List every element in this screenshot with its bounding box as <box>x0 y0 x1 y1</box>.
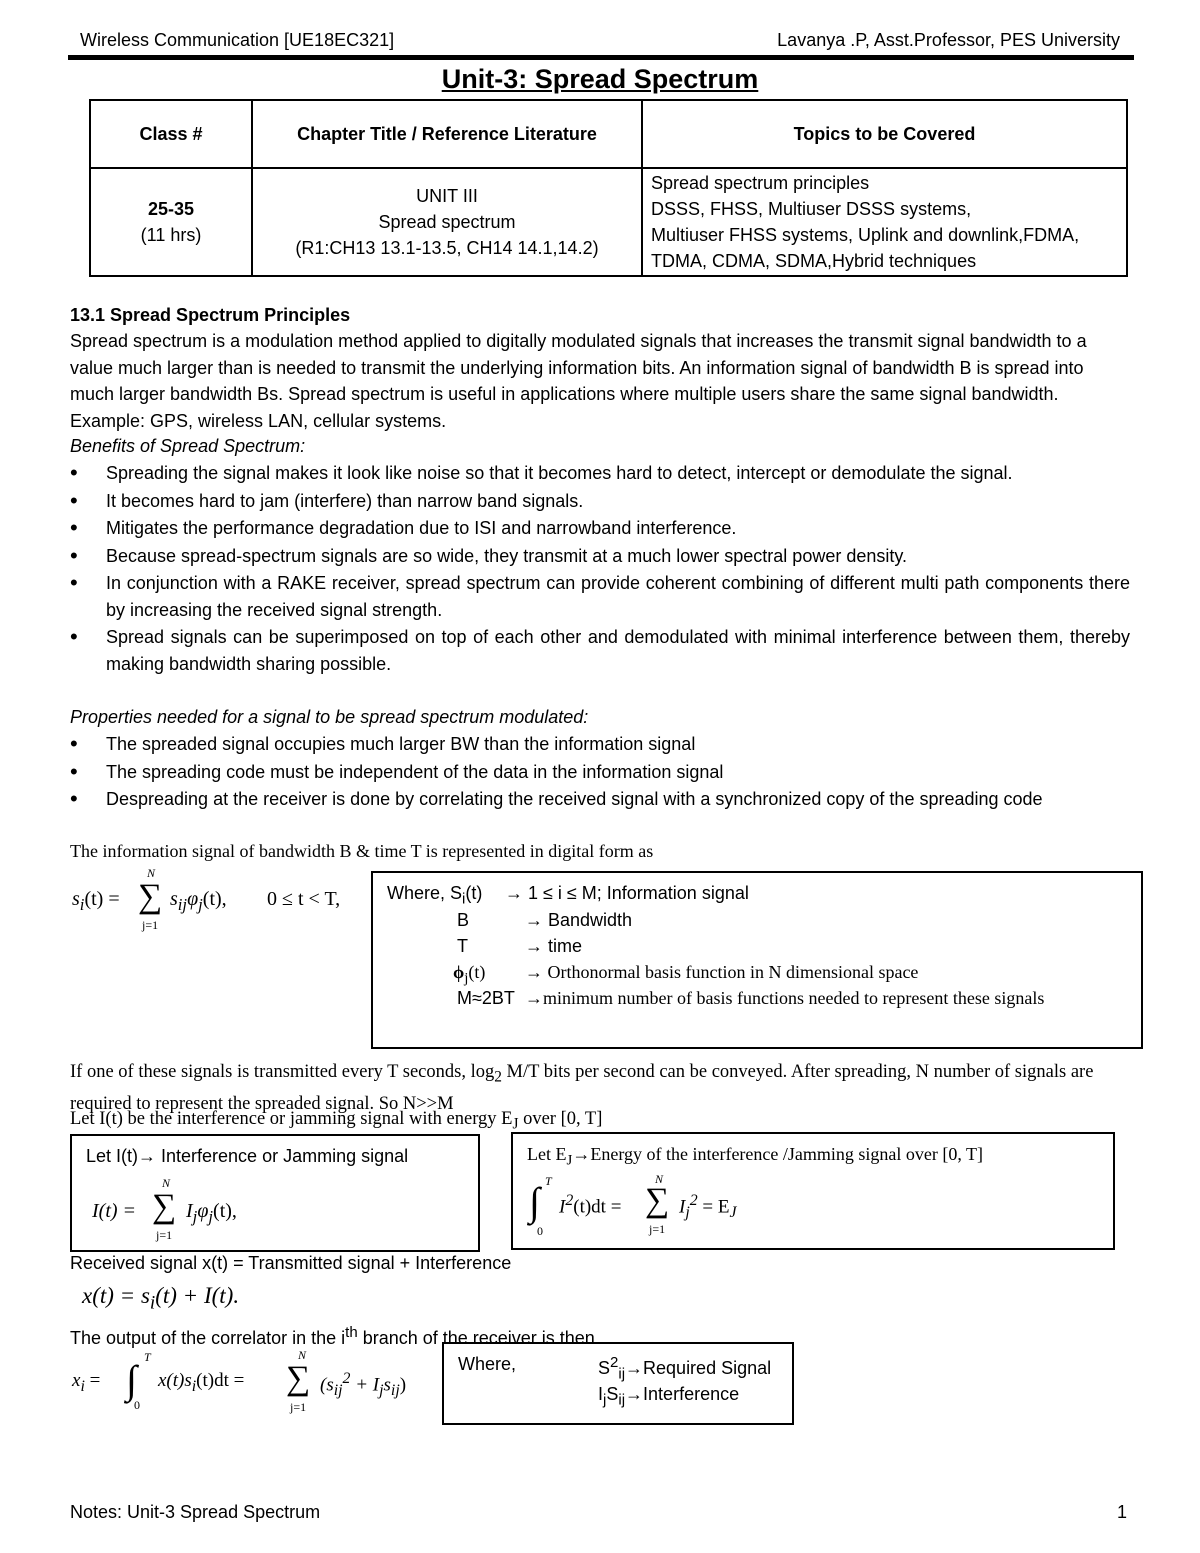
box-title: Let E <box>527 1144 567 1164</box>
sum-lower-limit: j=1 <box>156 1228 173 1242</box>
paragraph-subscript: J <box>512 1115 519 1133</box>
eq-symbol: (t) = <box>84 888 120 910</box>
def-text: → Orthonormal basis function in N dimensional space <box>525 962 919 982</box>
header-right: Lavanya .P, Asst.Professor, PES University <box>777 30 1120 50</box>
equation-si <box>72 868 362 938</box>
eq-symbol: + I <box>350 1374 380 1396</box>
eq-symbol: = E <box>702 1196 730 1218</box>
list-item: • The spreaded signal occupies much larger BW than the information signal <box>70 731 1130 758</box>
received-signal-line: Received signal x(t) = Transmitted signal + Interference <box>70 1253 512 1273</box>
table-header-cell: Chapter Title / Reference Literature <box>252 100 642 168</box>
syllabus-table <box>89 99 1128 277</box>
sum-lower-limit: j=1 <box>290 1400 307 1414</box>
def-subscript: ij <box>618 1365 626 1383</box>
chapter-reference: (R1:CH13 13.1-13.5, CH14 14.1,14.2) <box>295 238 599 258</box>
eq-symbol: ) <box>399 1374 407 1396</box>
properties-heading: Properties needed for a signal to be spread spectrum modulated: <box>70 707 589 727</box>
header-left: Wireless Communication [UE18EC321] <box>80 30 395 50</box>
eq-symbol: φ <box>187 888 199 910</box>
definitions-box <box>371 871 1143 1049</box>
def-text: → time <box>525 936 583 956</box>
sum-upper-limit: N <box>655 1172 664 1186</box>
paragraph-subscript: 2 <box>494 1068 502 1086</box>
benefits-heading: Benefits of Spread Spectrum: <box>70 436 306 456</box>
eq-range: 0 ≤ t < T, <box>267 888 341 910</box>
topic-line: DSSS, FHSS, Multiuser DSSS systems, <box>651 199 972 219</box>
intro-paragraph: Spread spectrum is a modulation method applied to digitally modulated signals that increases the transmit signal bandwidth to a value much larger than is needed to transmit the underlying information bits. An information signal of bandwidth B is spread into much larger bandwidth Bs. Spread spectrum is useful in applications where multiple users share the same signal bandwidth. Example: GPS, wireless LAN, cellular systems. <box>70 331 1087 431</box>
paragraph-text: If one of these signals is transmitted every T seconds, log <box>70 1062 495 1082</box>
eq-subscript: i <box>80 1377 85 1395</box>
table-header-cell: Class # <box>90 100 252 168</box>
paragraph-superscript: th <box>345 1324 358 1341</box>
eq-symbol: I <box>186 1200 193 1222</box>
eq-symbol: (t), <box>213 1200 237 1222</box>
list-item: • Spread signals can be superimposed on top of each other and demodulated with minimal interference between them, thereby making bandwidth sharing possible. <box>70 624 1130 677</box>
int-upper-limit: T <box>144 1350 151 1364</box>
def-superscript: 2 <box>610 1354 619 1371</box>
class-cell <box>90 168 252 276</box>
table-header-cell: Topics to be Covered <box>642 100 1127 168</box>
def-text: →Interference <box>625 1384 740 1404</box>
header-rule <box>68 55 1134 60</box>
eq-superscript: 2 <box>342 1370 351 1387</box>
list-item: • In conjunction with a RAKE receiver, spread spectrum can provide coherent combining of different multi path components there by increasing the received signal strength. <box>70 570 1130 623</box>
eq-subscript: j <box>208 1207 214 1226</box>
def-symbol: S <box>606 1384 619 1404</box>
list-item: • Because spread-spectrum signals are so wide, they transmit at a much lower spectral power density. <box>70 543 1130 570</box>
eq-subscript: j <box>685 1204 690 1222</box>
summation-icon: ∑ <box>286 1360 311 1397</box>
eq-subscript: ij <box>333 1382 343 1400</box>
paragraph-text: Let I(t) be the interference or jamming signal with energy E <box>70 1109 513 1129</box>
benefits-list <box>70 460 1130 678</box>
footer-left: Notes: Unit-3 Spread Spectrum <box>70 1502 321 1522</box>
chapter-unit: UNIT III <box>416 186 478 206</box>
def-text: → Bandwidth <box>525 910 633 930</box>
chapter-title: Spread spectrum <box>378 212 516 232</box>
def-label: Where, <box>458 1354 517 1374</box>
energy-box <box>511 1132 1115 1250</box>
def-subscript: i <box>462 890 466 908</box>
class-range: 25-35 <box>147 199 195 219</box>
info-signal-line: The information signal of bandwidth B & time T is represented in digital form as <box>70 841 654 861</box>
table-header-row <box>90 100 1127 168</box>
eq-subscript: i <box>79 895 85 914</box>
def-symbol: S <box>598 1358 611 1378</box>
correlator-definitions-box <box>442 1342 794 1425</box>
interference-box <box>70 1134 480 1252</box>
sum-upper-limit: N <box>162 1176 171 1190</box>
def-text: →minimum number of basis functions needed to represent these signals <box>525 988 1045 1008</box>
topic-line: TDMA, CDMA, SDMA,Hybrid techniques <box>651 251 977 271</box>
summation-icon: ∑ <box>645 1182 670 1219</box>
box-title: →Energy of the interference /Jamming signal over [0, T] <box>572 1144 984 1164</box>
box-title: Let I(t)→ Interference or Jamming signal <box>86 1146 409 1166</box>
eq-superscript: 2 <box>689 1192 698 1209</box>
eq-symbol: (s <box>320 1374 334 1396</box>
eq-symbol: x(t) = s <box>82 1283 150 1308</box>
box-subscript: J <box>566 1152 573 1169</box>
list-item: • Spreading the signal makes it look like noise so that it becomes hard to detect, intercept or demodulate the signal. <box>70 460 1130 487</box>
class-hours: (11 hrs) <box>140 225 202 245</box>
properties-list <box>70 731 1130 814</box>
paragraph-text: The output of the correlator in the i <box>70 1328 346 1348</box>
list-item: • The spreading code must be independent of the data in the information signal <box>70 759 1130 786</box>
paragraph-text: branch of the receiver is then <box>357 1328 595 1348</box>
summation-icon: ∑ <box>152 1188 177 1225</box>
eq-subscript: i <box>149 1292 156 1314</box>
eq-symbol: s <box>72 888 80 910</box>
sum-upper-limit: N <box>298 1348 307 1362</box>
eq-symbol: I <box>679 1196 686 1218</box>
table-row <box>90 168 1127 276</box>
integral-icon: ∫ <box>529 1179 540 1224</box>
paragraph-text: M/T bits per second can be conveyed. After spreading, N number of signals are required to represent the spreaded signal. So N>>M <box>70 1062 1094 1115</box>
def-subscript: j <box>603 1391 607 1409</box>
equation-correlator <box>72 1350 442 1420</box>
eq-symbol: = <box>89 1370 101 1391</box>
def-subscript: j <box>464 970 469 987</box>
int-lower-limit: 0 <box>134 1398 140 1412</box>
def-symbol: B <box>457 910 470 930</box>
sum-lower-limit: j=1 <box>649 1222 666 1236</box>
eq-subscript: j <box>198 895 203 914</box>
eq-subscript: ij <box>390 1382 400 1400</box>
eq-symbol: s <box>170 888 178 910</box>
topic-line: Multiuser FHSS systems, Uplink and downlink,FDMA, <box>651 225 1080 245</box>
eq-subscript: ij <box>177 895 188 914</box>
eq-symbol: I(t) = <box>92 1200 137 1222</box>
eq-subscript: j <box>192 1207 198 1226</box>
def-text: → 1 ≤ i ≤ M; Information signal <box>505 883 749 903</box>
paragraph-text: over [0, T] <box>518 1109 603 1129</box>
topic-line: Spread spectrum principles <box>651 173 870 193</box>
eq-symbol: (t), <box>202 888 227 910</box>
integral-icon: ∫ <box>126 1357 137 1402</box>
summation-icon: ∑ <box>138 878 163 915</box>
eq-symbol: x <box>72 1370 81 1391</box>
eq-symbol: I <box>559 1196 566 1218</box>
eq-subscript: j <box>379 1382 384 1400</box>
page-number: 1 <box>1117 1502 1128 1522</box>
eq-symbol: (t)dt = <box>573 1196 622 1218</box>
eq-symbol: (t)dt = <box>196 1370 245 1391</box>
eq-symbol: φ <box>197 1200 209 1222</box>
equation-ej <box>527 1174 1087 1244</box>
def-text: →Required Signal <box>625 1358 772 1378</box>
list-item: • Mitigates the performance degradation due to ISI and narrowband interference. <box>70 515 1130 542</box>
eq-subscript: i <box>191 1377 197 1395</box>
int-upper-limit: T <box>545 1174 552 1188</box>
sum-lower-limit: j=1 <box>142 918 159 932</box>
chapter-cell <box>252 168 642 276</box>
eq-symbol: x(t)s <box>158 1370 192 1391</box>
def-label: (t) <box>465 883 483 903</box>
list-item: • It becomes hard to jam (interfere) than narrow band signals. <box>70 488 1130 515</box>
int-lower-limit: 0 <box>537 1224 543 1238</box>
page-title: Unit-3: Spread Spectrum <box>441 64 759 94</box>
def-symbol: I <box>598 1384 604 1404</box>
def-subscript: ij <box>618 1391 626 1409</box>
eq-subscript: J <box>729 1204 737 1222</box>
phi-icon: ϕ <box>453 962 465 982</box>
topics-cell <box>642 168 1127 276</box>
def-symbol: M≈2BT <box>457 988 515 1008</box>
list-item: • Despreading at the receiver is done by correlating the received signal with a synchronized copy of the spreading code <box>70 786 1130 813</box>
eq-symbol: (t) + I(t). <box>155 1283 240 1308</box>
def-symbol: T <box>457 936 468 956</box>
equation-x <box>82 1283 239 1315</box>
sum-upper-limit: N <box>147 866 156 880</box>
def-symbol: (t) <box>468 962 486 982</box>
section-heading: 13.1 Spread Spectrum Principles <box>70 305 351 325</box>
def-label: Where, S <box>387 883 463 903</box>
equation-it <box>92 1176 452 1246</box>
eq-symbol: s <box>383 1374 391 1396</box>
eq-superscript: 2 <box>565 1192 574 1209</box>
